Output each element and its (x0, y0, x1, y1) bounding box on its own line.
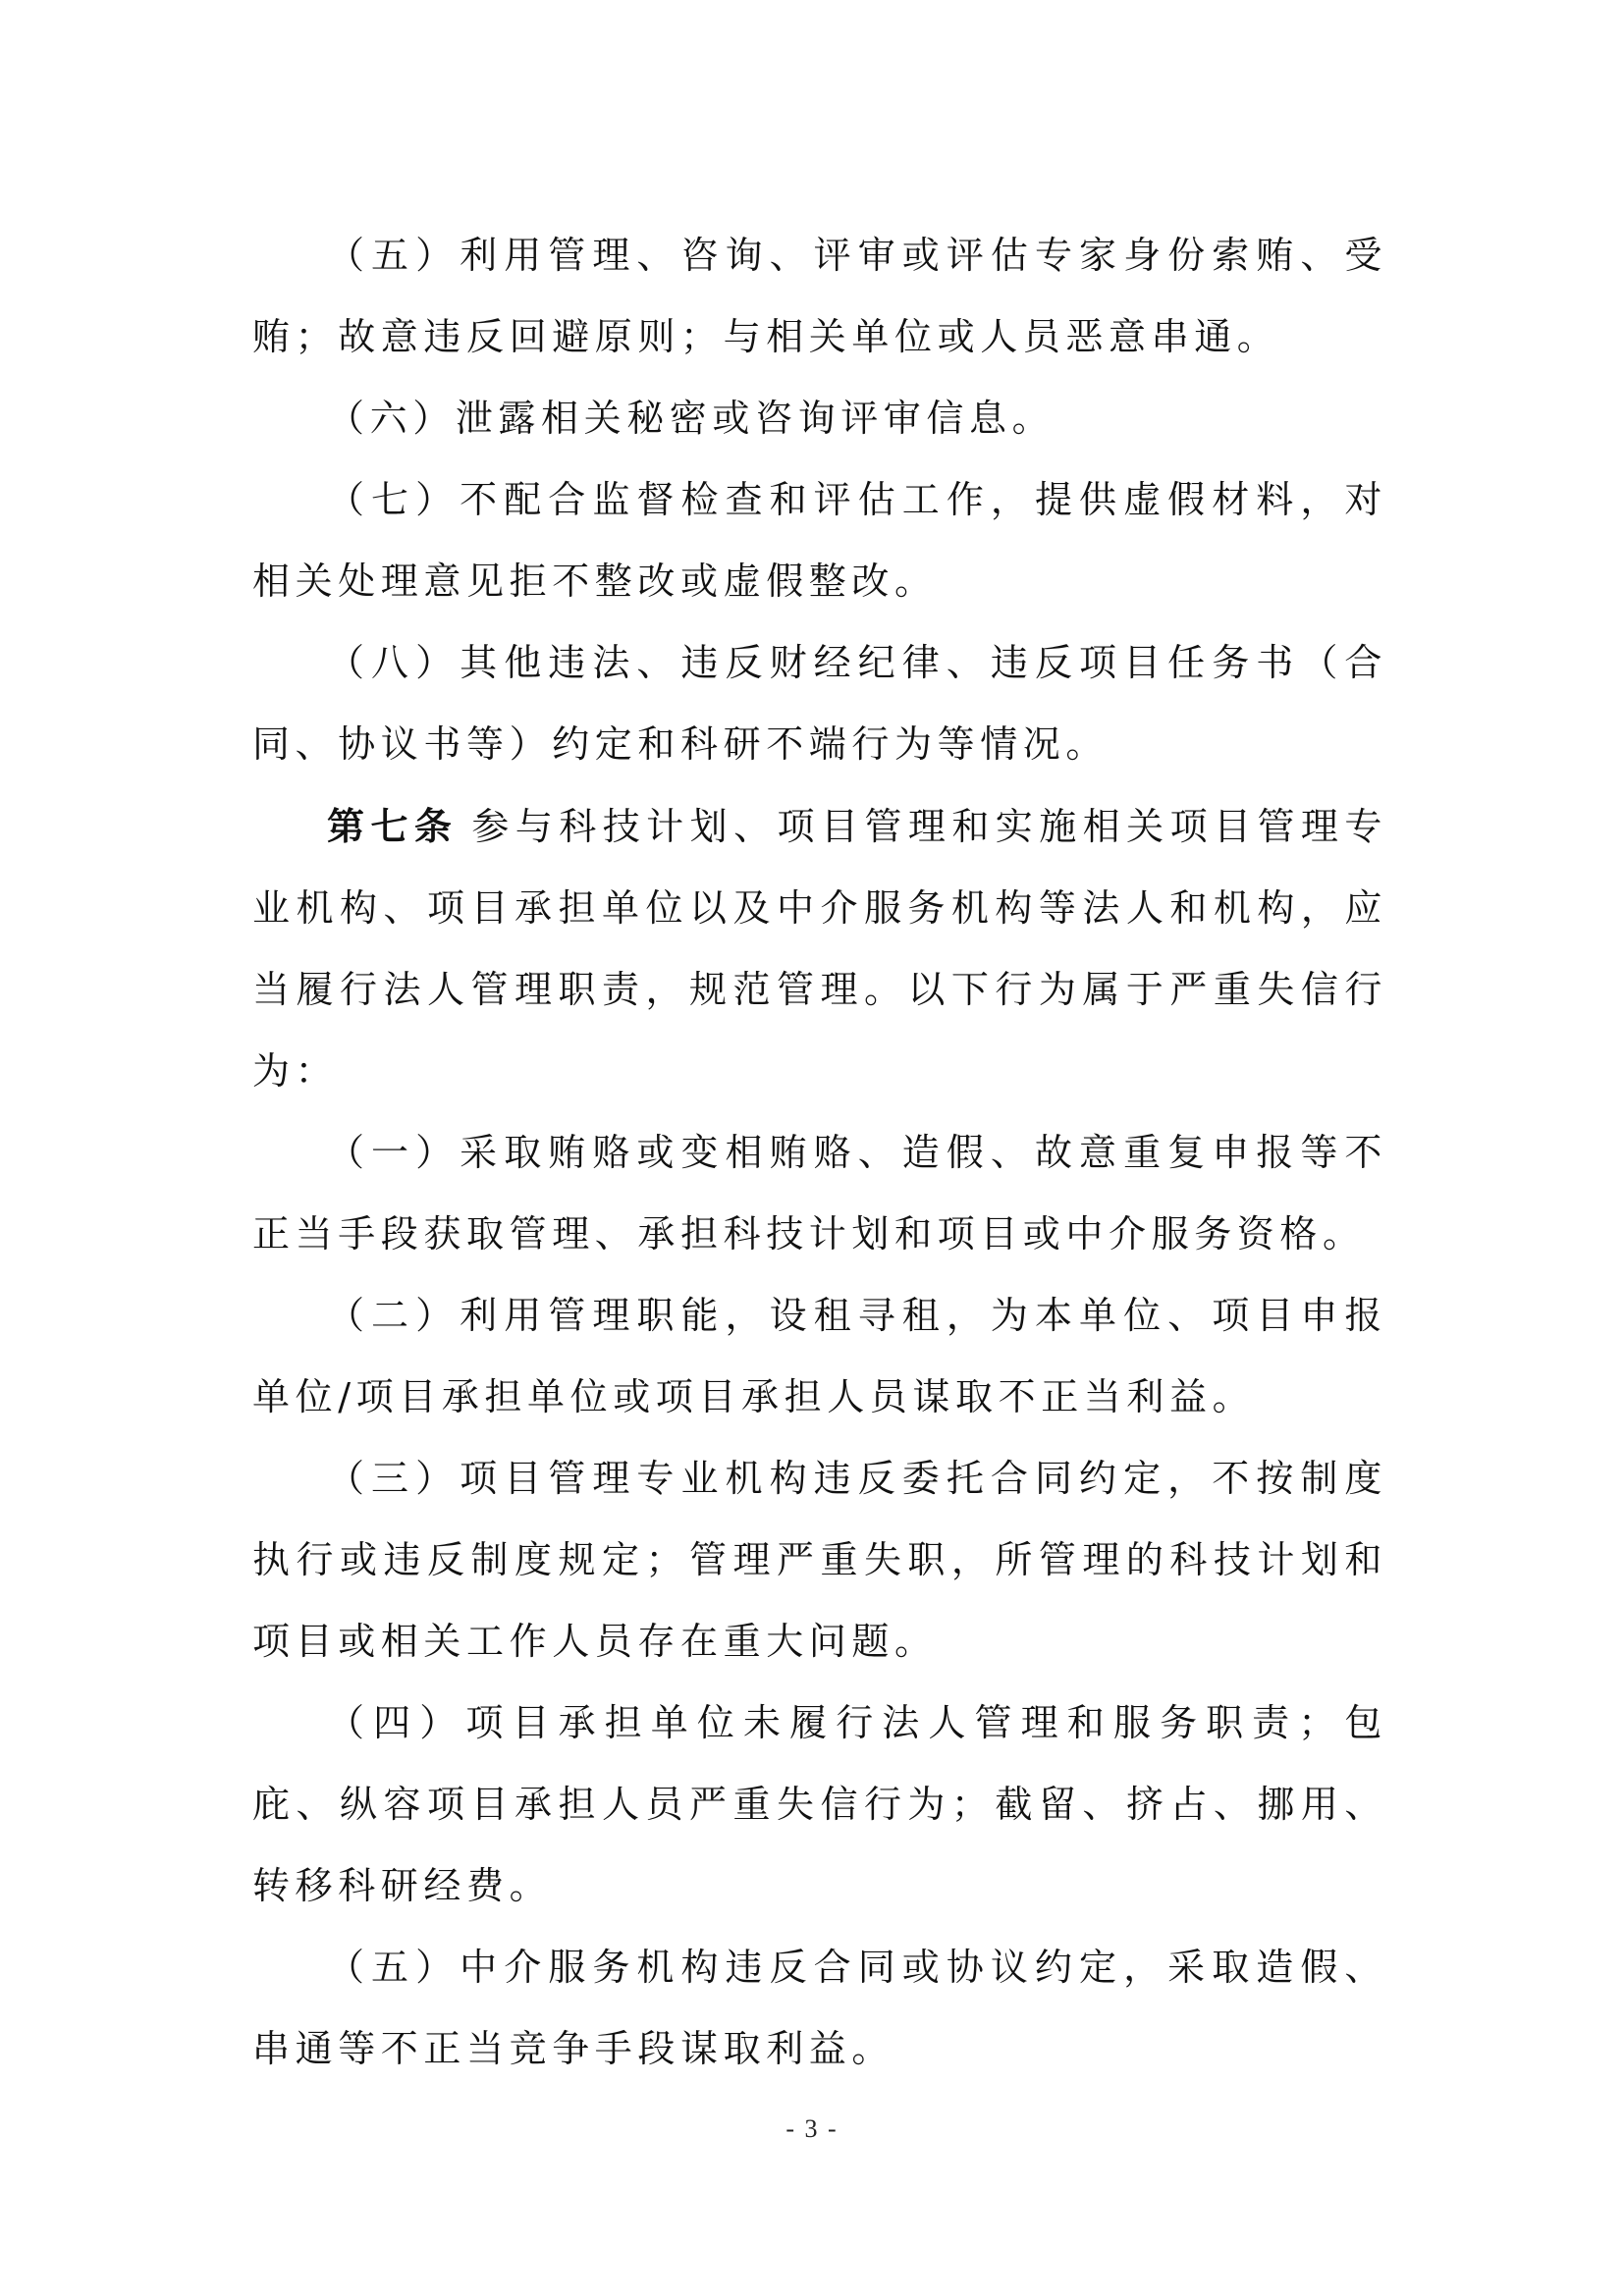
body-text (252, 215, 1387, 2090)
article-7-paragraph (252, 785, 1387, 1112)
article-7-item-1: （一）采取贿赂或变相贿赂、造假、故意重复申报等不正当手段获取管理、承担科技计划和项目或中介服务资格。 (252, 1131, 1387, 1255)
article-7-item-2: （二）利用管理职能，设租寻租，为本单位、项目申报单位/项目承担单位或项目承担人员谋取不正当利益。 (252, 1294, 1387, 1418)
clause-7-paragraph: （七）不配合监督检查和评估工作，提供虚假材料，对相关处理意见拒不整改或虚假整改。 (252, 478, 1387, 603)
clause-6-paragraph: （六）泄露相关秘密或咨询评审信息。 (327, 397, 1056, 440)
article-7-heading: 第七条 (327, 804, 459, 848)
clause-8-paragraph: （八）其他违法、违反财经纪律、违反项目任务书（合同、协议书等）约定和科研不端行为等情况。 (252, 641, 1387, 766)
article-7-item-3: （三）项目管理专业机构违反委托合同约定，不按制度执行或违反制度规定；管理严重失职，所管理的科技计划和项目或相关工作人员存在重大问题。 (252, 1457, 1387, 1663)
article-7-item-4: （四）项目承担单位未履行法人管理和服务职责；包庇、纵容项目承担人员严重失信行为；截留、挤占、挪用、转移科研经费。 (252, 1701, 1387, 1907)
article-7-text: 参与科技计划、项目管理和实施相关项目管理专业机构、项目承担单位以及中介服务机构等法人和机构，应当履行法人管理职责，规范管理。以下行为属于严重失信行为： (252, 805, 1387, 1093)
page-number: - 3 - (785, 2114, 839, 2143)
clause-5-paragraph: （五）利用管理、咨询、评审或评估专家身份索贿、受贿；故意违反回避原则；与相关单位或人员恶意串通。 (252, 234, 1387, 358)
article-7-item-5: （五）中介服务机构违反合同或协议约定，采取造假、串通等不正当竞争手段谋取利益。 (252, 1946, 1387, 2070)
